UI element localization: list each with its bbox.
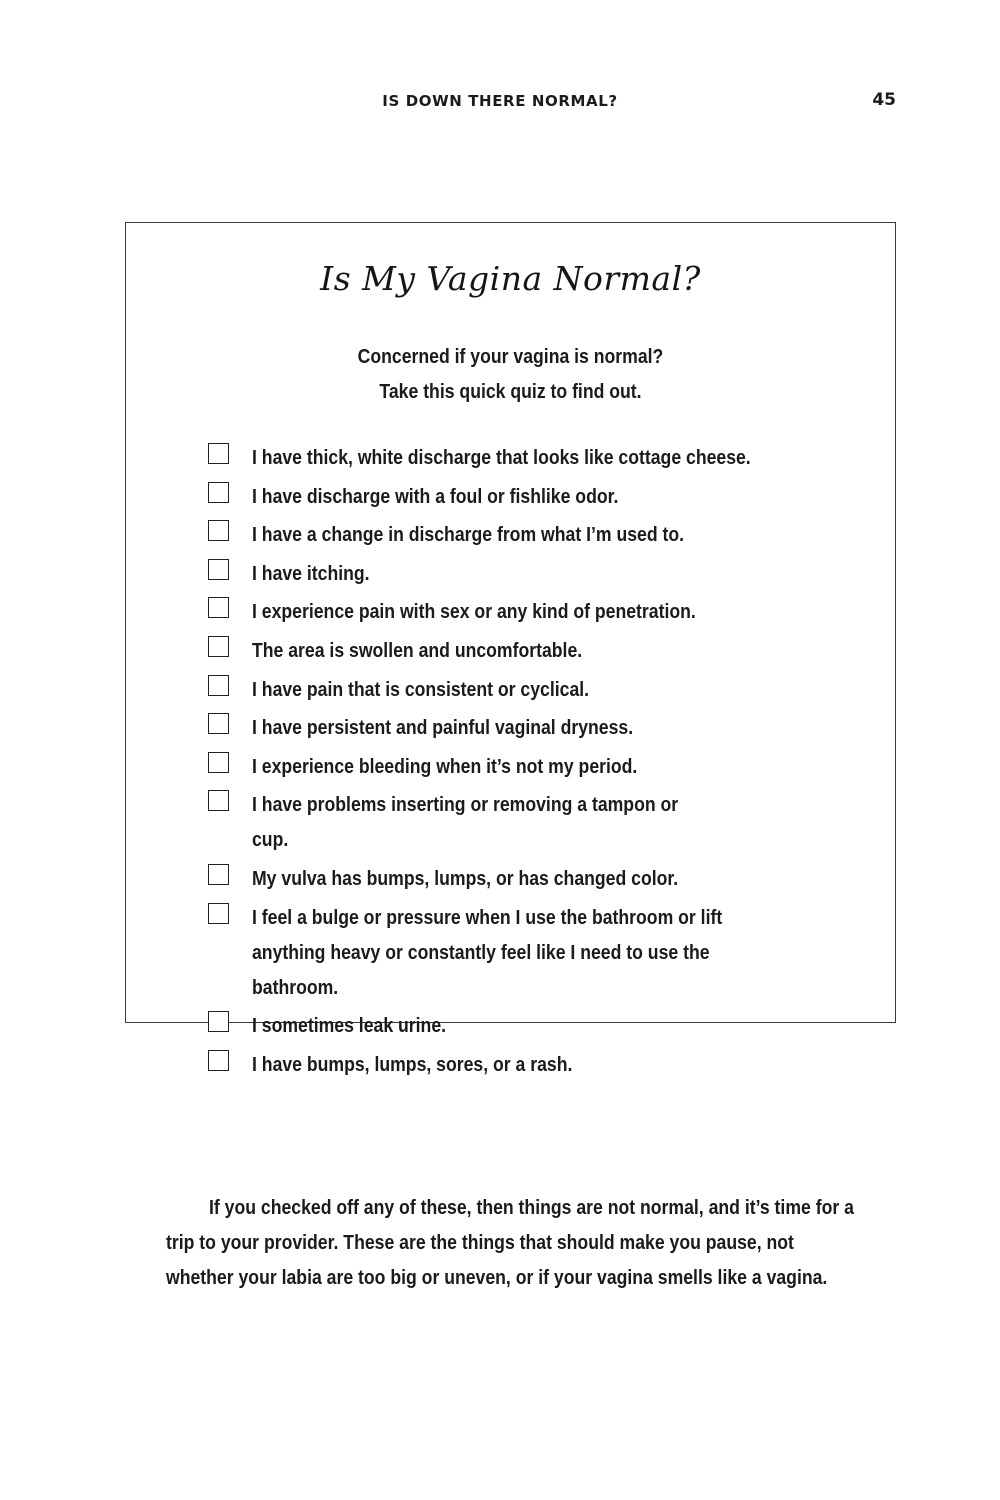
checklist-item-label: I experience bleeding when it’s not my period. bbox=[252, 754, 638, 778]
checklist-item bbox=[208, 594, 848, 629]
intro-line-1: Concerned if your vagina is normal? bbox=[357, 345, 664, 368]
running-title: IS DOWN THERE NORMAL? bbox=[382, 92, 618, 110]
page-number: 45 bbox=[872, 90, 896, 110]
checklist-item bbox=[208, 556, 848, 591]
checklist-item bbox=[208, 749, 848, 784]
checklist-item-label: My vulva has bumps, lumps, or has changed color. bbox=[252, 866, 679, 890]
checkbox-icon[interactable] bbox=[208, 713, 229, 734]
quiz-title: Is My Vagina Normal? bbox=[320, 259, 701, 298]
checkbox-icon[interactable] bbox=[208, 790, 229, 811]
checkbox-icon[interactable] bbox=[208, 597, 229, 618]
checklist-item bbox=[208, 633, 848, 668]
checklist-item bbox=[208, 861, 848, 896]
checklist-item bbox=[208, 710, 848, 745]
checklist-item bbox=[208, 672, 848, 707]
checkbox-icon[interactable] bbox=[208, 903, 229, 924]
checkbox-icon[interactable] bbox=[208, 864, 229, 885]
checklist-item bbox=[208, 517, 848, 552]
checklist-item-label: I have bumps, lumps, sores, or a rash. bbox=[252, 1052, 573, 1076]
checkbox-icon[interactable] bbox=[208, 675, 229, 696]
checkbox-icon[interactable] bbox=[208, 1050, 229, 1071]
checklist-item-label: I have problems inserting or removing a tampon or cup. bbox=[252, 793, 679, 852]
checklist-item-label: The area is swollen and uncomfortable. bbox=[252, 638, 583, 662]
checkbox-icon[interactable] bbox=[208, 1011, 229, 1032]
checkbox-icon[interactable] bbox=[208, 636, 229, 657]
checklist-item-label: I have pain that is consistent or cyclical. bbox=[252, 677, 590, 701]
quiz-checklist bbox=[208, 445, 848, 1090]
checkbox-icon[interactable] bbox=[208, 752, 229, 773]
checklist-item bbox=[208, 440, 848, 475]
checklist-item bbox=[208, 900, 848, 1005]
intro-line-2: Take this quick quiz to find out. bbox=[379, 380, 642, 403]
checkbox-icon[interactable] bbox=[208, 482, 229, 503]
checklist-item-label: I sometimes leak urine. bbox=[252, 1014, 447, 1038]
checklist-item-label: I have persistent and painful vaginal dryness. bbox=[252, 716, 634, 740]
checklist-item-label: I have itching. bbox=[252, 561, 370, 585]
checklist-item-label: I experience pain with sex or any kind of penetration. bbox=[252, 600, 696, 624]
checklist-item bbox=[208, 787, 848, 857]
checklist-item-label: I have a change in discharge from what I’m used to. bbox=[252, 523, 685, 547]
quiz-conclusion: If you checked off any of these, then things are not normal, and it’s time for a trip to your provider. These are the things that should make you pause, not whether your labia are too big or uneven, or if your vagina smells like a vagina. bbox=[166, 1196, 854, 1289]
running-head bbox=[0, 92, 1000, 116]
checklist-item bbox=[208, 479, 848, 514]
checkbox-icon[interactable] bbox=[208, 520, 229, 541]
checklist-item bbox=[208, 1008, 848, 1043]
checklist-item bbox=[208, 1047, 848, 1082]
checkbox-icon[interactable] bbox=[208, 559, 229, 580]
checklist-item-label: I feel a bulge or pressure when I use the bathroom or lift anything heavy or constantly feel like I need to use the bathroom. bbox=[252, 905, 723, 999]
quiz-intro bbox=[180, 339, 841, 409]
quiz-box bbox=[125, 222, 896, 1289]
checklist-item-label: I have thick, white discharge that looks like cottage cheese. bbox=[252, 446, 751, 469]
checkbox-icon[interactable] bbox=[208, 443, 229, 464]
checklist-item-label: I have discharge with a foul or fishlike odor. bbox=[252, 484, 619, 508]
